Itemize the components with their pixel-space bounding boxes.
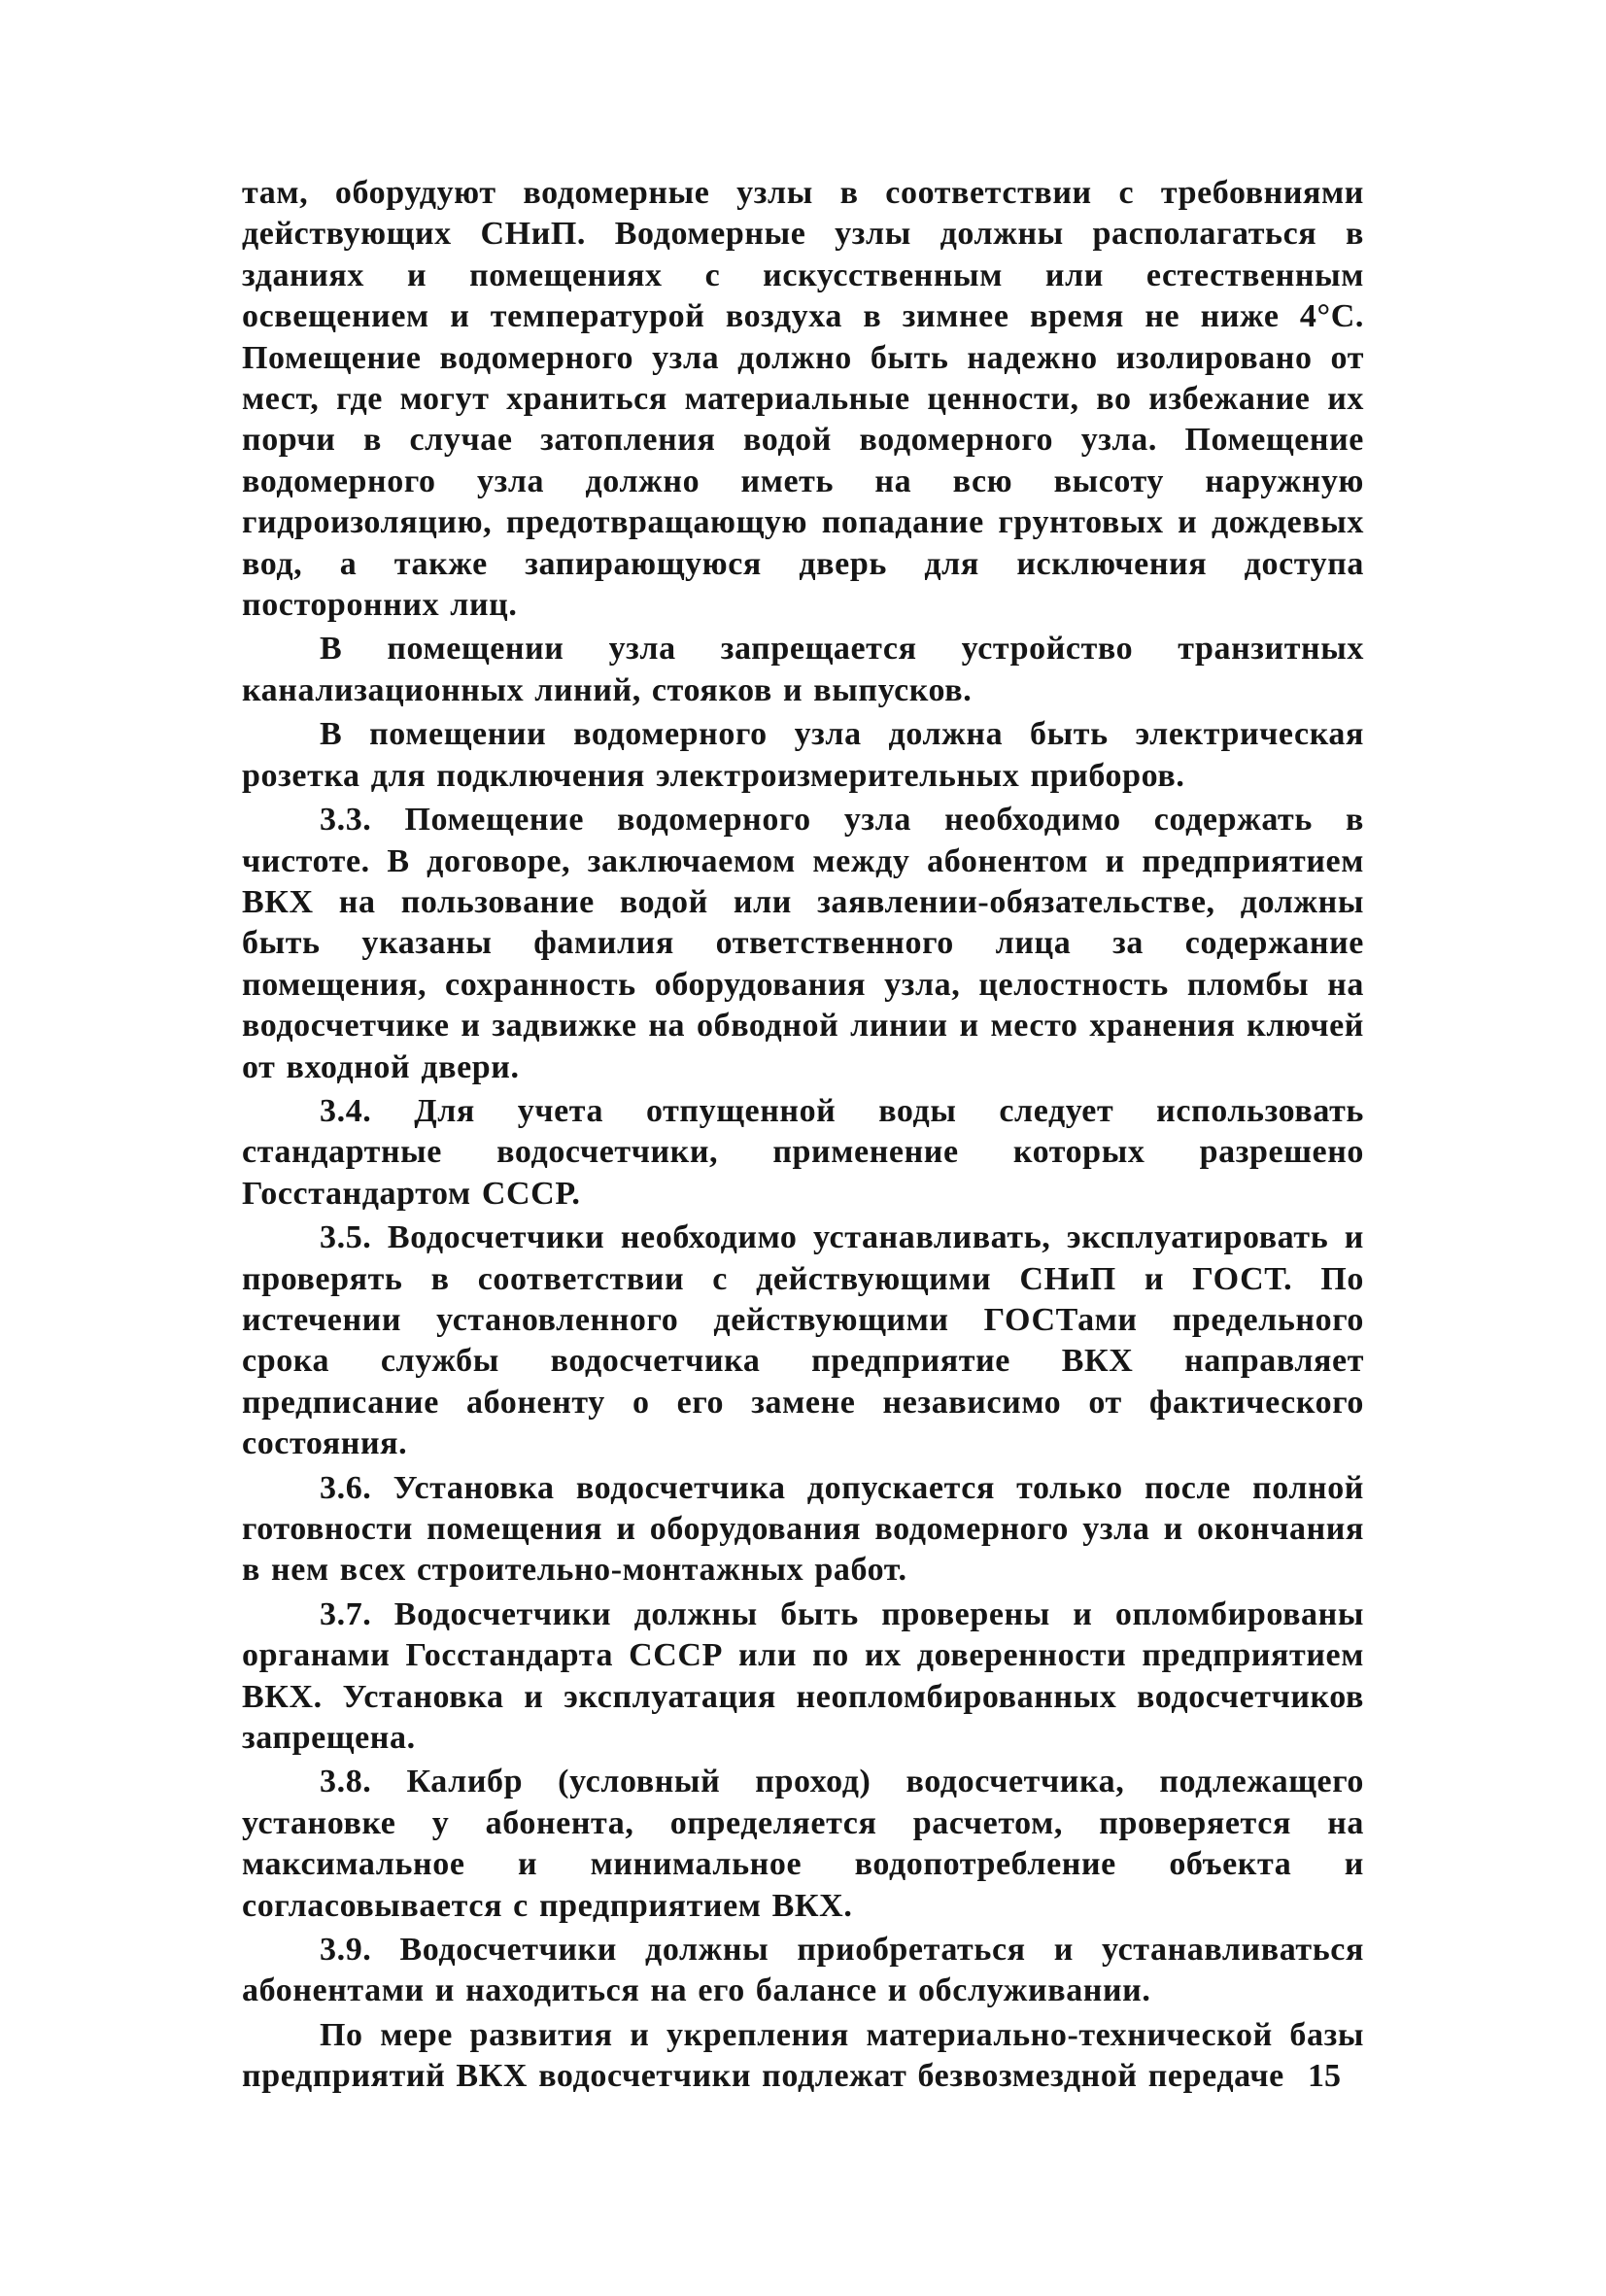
paragraph-transit-lines: В помещении узла запрещается устройство транзитных канализационных линий, стояков и выпусков.	[242, 631, 1364, 708]
body-text	[242, 173, 1364, 2098]
paragraph-3-5: 3.5. Водосчетчики необходимо устанавливать, эксплуатировать и проверять в соответствии с действующими СНиП и ГОСТ. По истечении установленного действующими ГОСТами предельного срока службы водосчетчика предприятие ВКХ направляет предписание абоненту о его замене независимо от фактического состояния.	[242, 1219, 1364, 1462]
paragraph-continuation: там, оборудуют водомерные узлы в соответствии с требовниями действующих СНиП. Водомерные узлы должны располагаться в зданиях и помещениях с искусственным или естественным освещением и температурой воздуха в зимнее время не ниже 4°С. Помещение водомерного узла должно быть надежно изолировано от мест, где могут храниться материальные ценности, во избежание их порчи в случае затопления водой водомерного узла. Помещение водомерного узла должно иметь на всю высоту наружную гидроизоляцию, предотвращающую попадание грунтовых и дождевых вод, а также запирающуюся дверь для исключения доступа посторонних лиц.	[242, 175, 1364, 624]
page-number: 15	[1308, 2058, 1341, 2094]
paragraph-transfer: По мере развития и укрепления материально-технической базы предприятий ВКХ водосчетчики подлежат безвозмездной передаче	[242, 2016, 1364, 2095]
paragraph-3-8: 3.8. Калибр (условный проход) водосчетчика, подлежащего установке у абонента, определяется расчетом, проверяется на максимальное и минимальное водопотребление объекта и согласовывается с предприятием ВКХ.	[242, 1764, 1364, 1924]
paragraph-socket: В помещении водомерного узла должна быть электрическая розетка для подключения электроизмерительных приборов.	[242, 716, 1364, 794]
paragraph-3-9: 3.9. Водосчетчики должны приобретаться и устанавливаться абонентами и находиться на его балансе и обслуживании.	[242, 1932, 1364, 2009]
paragraph-3-4: 3.4. Для учета отпущенной воды следует использовать стандартные водосчетчики, применение которых разрешено Госстандартом СССР.	[242, 1092, 1364, 1212]
paragraph-3-3: 3.3. Помещение водомерного узла необходимо содержать в чистоте. В договоре, заключаемом между абонентом и предприятием ВКХ на пользование водой или заявлении-обязательстве, должны быть указаны фамилия ответственного лица за содержание помещения, сохранность оборудования узла, целостность пломбы на водосчетчике и задвижке на обводной линии и место хранения ключей от входной двери.	[242, 802, 1364, 1085]
paragraph-3-7: 3.7. Водосчетчики должны быть проверены и опломбированы органами Госстандарта СССР или по их доверенности предприятием ВКХ. Установка и эксплуатация неопломбированных водосчетчиков запрещена.	[242, 1595, 1364, 1757]
paragraph-3-6: 3.6. Установка водосчетчика допускается только после полной готовности помещения и оборудования водомерного узла и окончания в нем всех строительно-монтажных работ.	[242, 1469, 1364, 1589]
